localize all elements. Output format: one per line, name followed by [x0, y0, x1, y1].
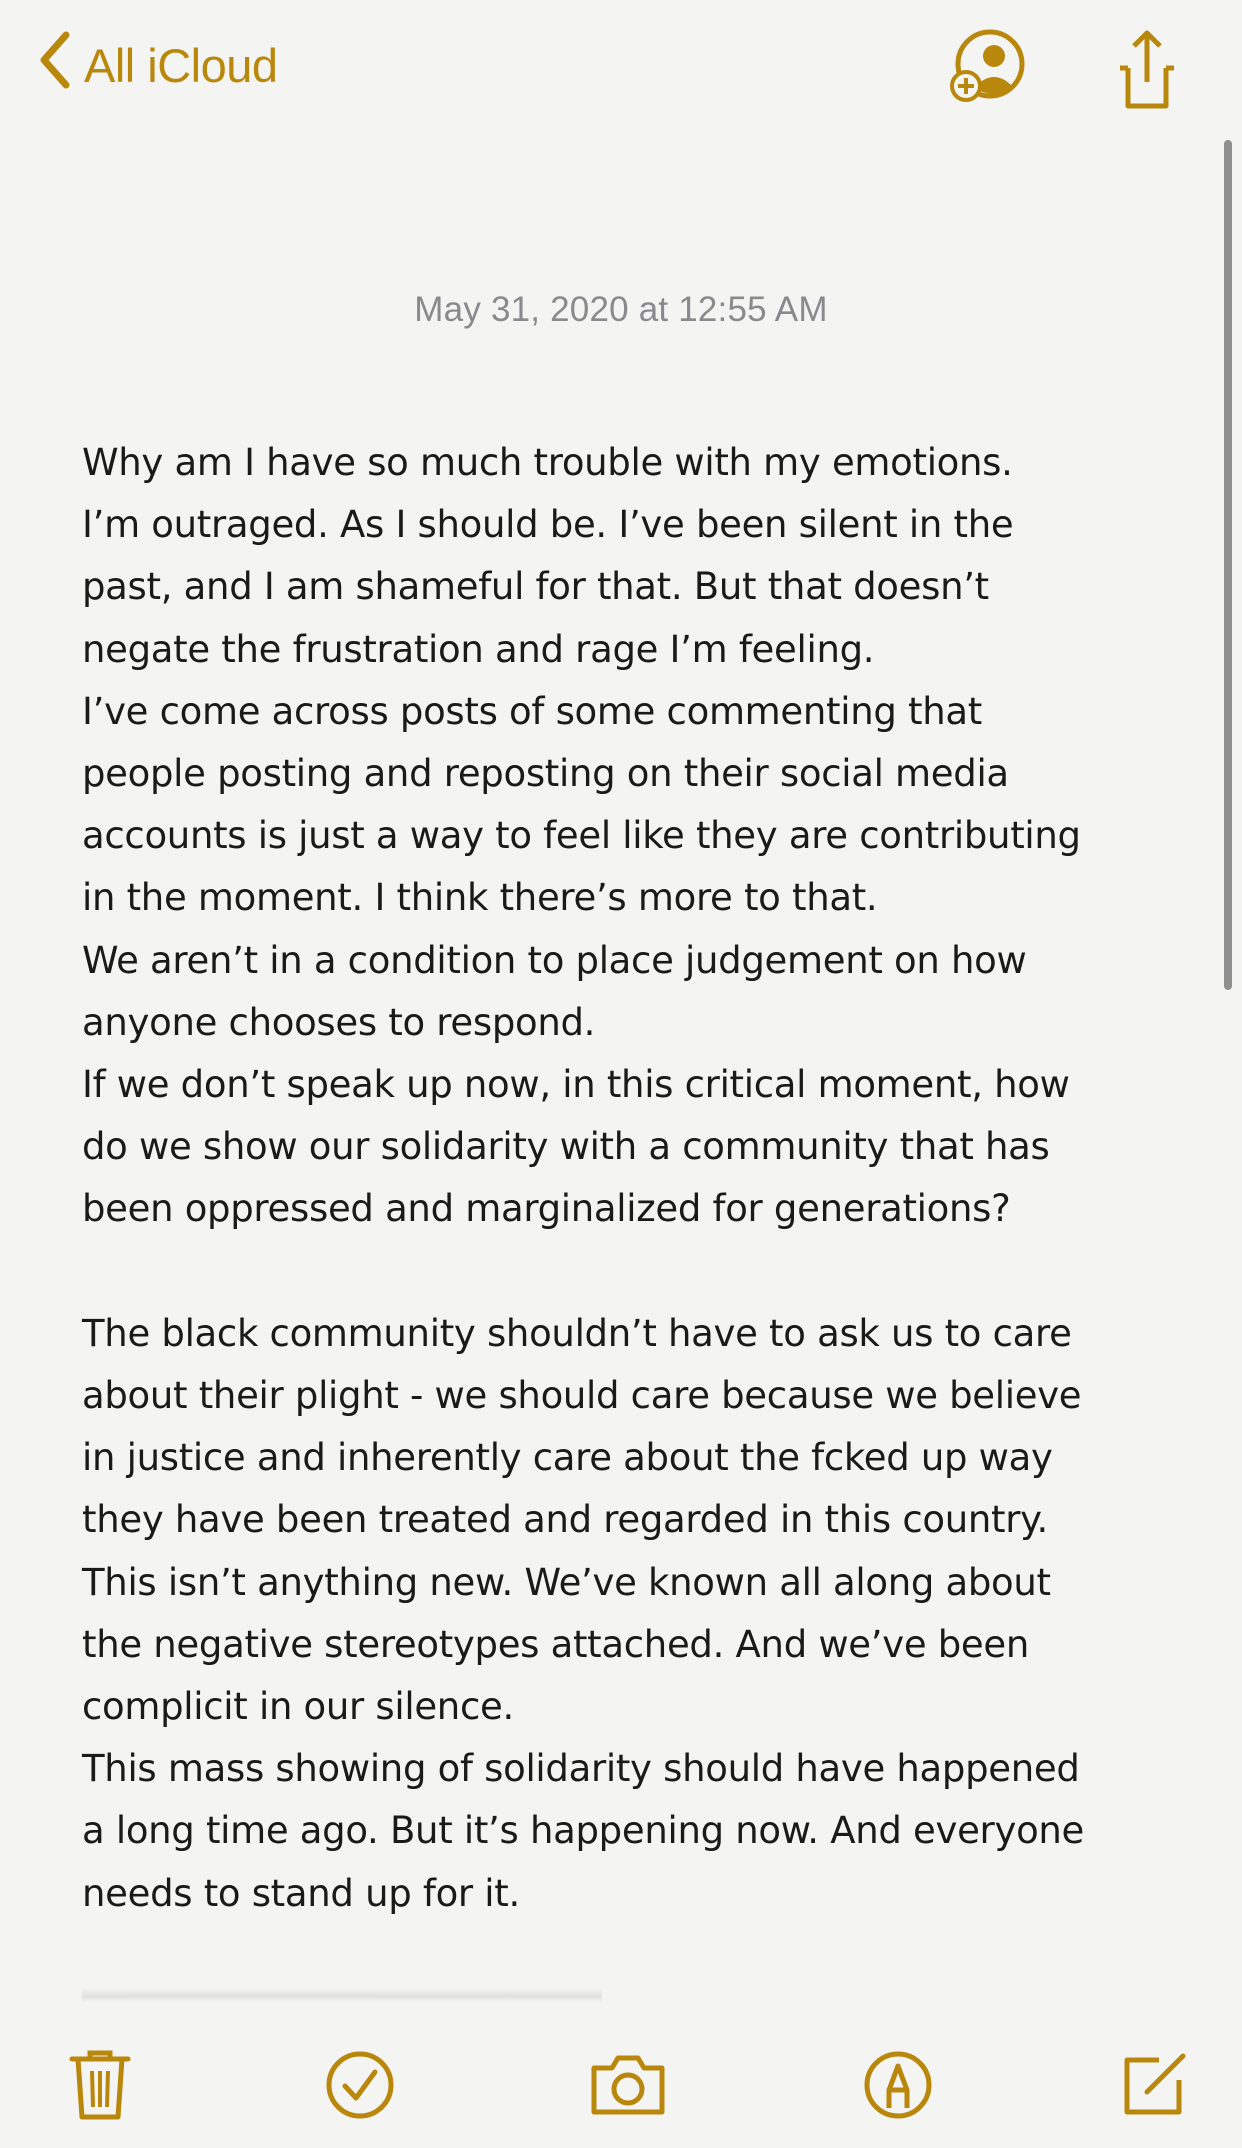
note-line: in justice and inherently care about the fcked up way — [82, 1436, 1053, 1480]
note-line: This mass showing of solidarity should have happened — [82, 1747, 1080, 1791]
note-line: If we don’t speak up now, in this critical moment, how — [82, 1063, 1070, 1107]
note-line: the negative stereotypes attached. And we’ve been — [82, 1622, 1030, 1666]
note-line: This isn’t anything new. We’ve known all along about — [82, 1560, 1051, 1604]
note-line: been oppressed and marginalized for generations? — [82, 1187, 1011, 1231]
note-timestamp: May 31, 2020 at 12:55 AM — [414, 290, 828, 329]
add-person-icon[interactable] — [944, 26, 1030, 112]
note-line: about their plight - we should care because we believe — [82, 1374, 1082, 1418]
note-line: accounts is just a way to feel like they are contributing — [82, 814, 1081, 858]
note-line: I’ve come across posts of some commenting that — [82, 689, 982, 733]
checklist-icon[interactable] — [320, 2045, 400, 2125]
blank-line — [82, 1241, 1202, 1303]
back-button[interactable] — [36, 30, 278, 100]
note-line: We aren’t in a condition to place judgement on how — [82, 938, 1027, 982]
chevron-left-icon — [36, 29, 76, 102]
note-line: do we show our solidarity with a community that has — [82, 1125, 1050, 1169]
note-body[interactable] — [82, 432, 1202, 1925]
note-line: people posting and reposting on their social media — [82, 752, 1009, 796]
note-line: they have been treated and regarded in this country. — [82, 1498, 1048, 1542]
note-line: The black community shouldn’t have to ask us to care — [82, 1311, 1072, 1355]
note-line: anyone chooses to respond. — [82, 1000, 596, 1044]
note-line: in the moment. I think there’s more to that. — [82, 876, 878, 920]
compose-icon[interactable] — [1114, 2045, 1194, 2125]
share-icon[interactable] — [1102, 26, 1188, 112]
markup-icon[interactable] — [858, 2045, 938, 2125]
partially-hidden-text — [82, 1988, 602, 2002]
note-line: complicit in our silence. — [82, 1685, 514, 1729]
note-line: needs to stand up for it. — [82, 1871, 520, 1915]
camera-icon[interactable] — [588, 2045, 668, 2125]
note-line: past, and I am shameful for that. But that doesn’t — [82, 565, 989, 609]
back-button-label: All iCloud — [84, 38, 278, 92]
trash-icon[interactable] — [60, 2045, 140, 2125]
note-line: a long time ago. But it’s happening now. And everyone — [82, 1809, 1085, 1853]
note-line: I’m outraged. As I should be. I’ve been silent in the — [82, 503, 1014, 547]
note-line: negate the frustration and rage I’m feeling. — [82, 627, 875, 671]
scrollbar[interactable] — [1224, 140, 1232, 990]
note-line: Why am I have so much trouble with my emotions. — [82, 441, 1013, 484]
